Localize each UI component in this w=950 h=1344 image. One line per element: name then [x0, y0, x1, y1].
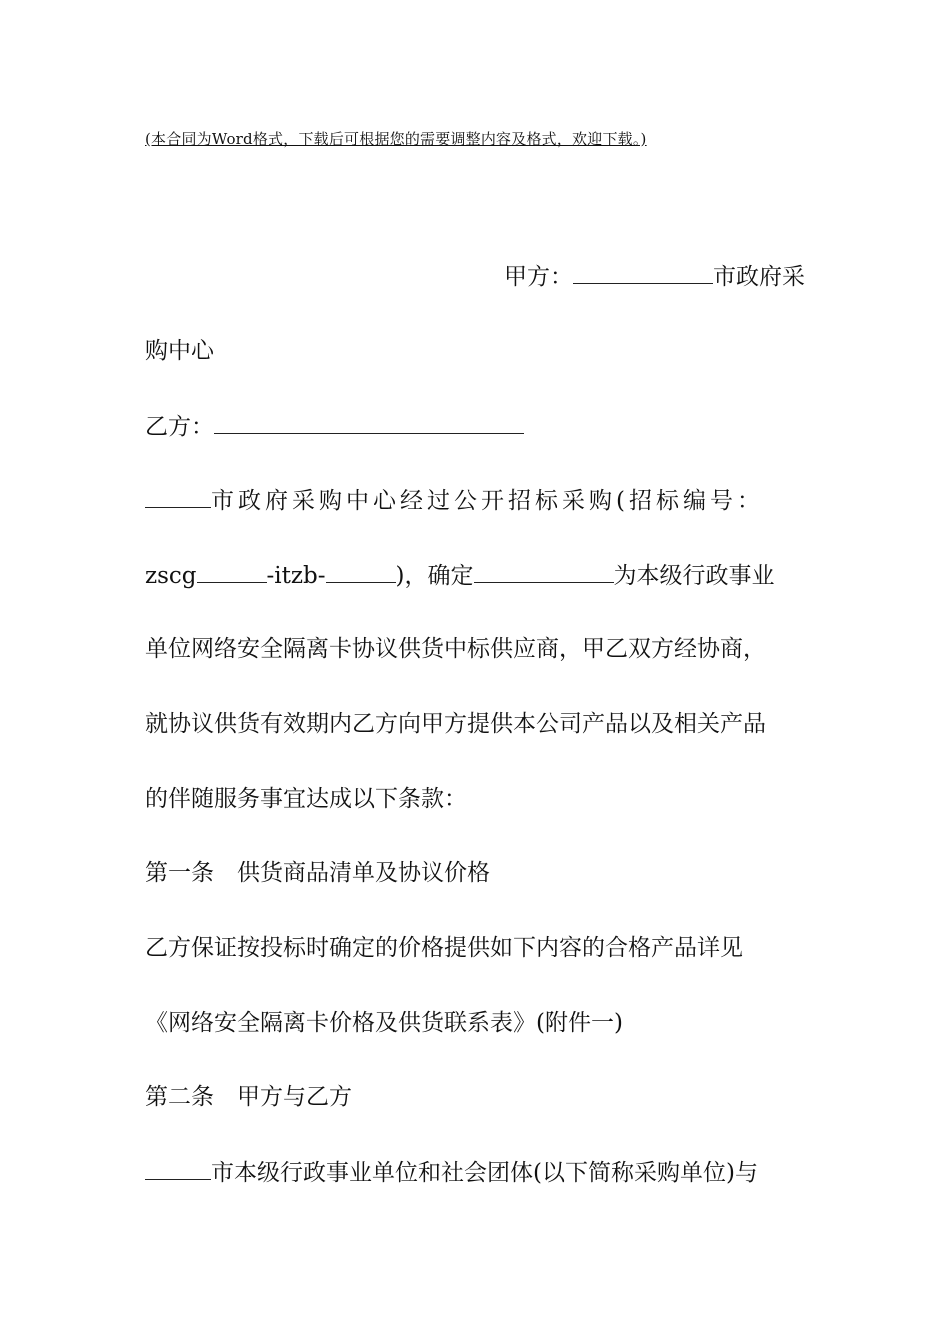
intro-line-2-end: 为本级行政事业 — [613, 563, 775, 589]
intro-line-3: 单位网络安全隔离卡协议供货中标供应商，甲乙双方经协商， — [145, 636, 766, 662]
article-2-title: 第二条 甲方与乙方 — [145, 1084, 352, 1110]
bid-number-blank-1 — [197, 560, 267, 583]
intro-line-2-after: )，确定 — [395, 563, 474, 589]
party-b-line — [145, 411, 524, 442]
party-b-label: 乙方： — [145, 414, 214, 440]
article-1-line-2: 《网络安全隔离卡价格及供货联系表》(附件一) — [145, 1010, 623, 1036]
intro-line-4: 就协议供货有效期内乙方向甲方提供本公司产品以及相关产品 — [145, 711, 766, 737]
party-a-blank — [573, 261, 713, 284]
supplier-blank — [474, 560, 614, 583]
party-a-continued: 购中心 — [145, 338, 214, 364]
bid-number-mid: -itzb- — [266, 563, 326, 589]
download-notice: (本合同为Word格式，下载后可根据您的需要调整内容及格式，欢迎下载。) — [145, 130, 647, 148]
party-a-line — [504, 261, 805, 292]
article-2-line-1-text: 市本级行政事业单位和社会团体(以下简称采购单位)与 — [211, 1160, 758, 1186]
intro-line-2 — [145, 560, 775, 591]
city-blank — [145, 485, 211, 508]
article-1-line-1: 乙方保证按投标时确定的价格提供如下内容的合格产品详见 — [145, 935, 743, 961]
article-2-city-blank — [145, 1157, 211, 1180]
intro-line-1 — [145, 485, 764, 516]
article-2-line-1 — [145, 1157, 758, 1188]
bid-number-prefix: zscg — [145, 563, 197, 589]
party-a-label: 甲方： — [504, 264, 573, 290]
article-1-title: 第一条 供货商品清单及协议价格 — [145, 860, 490, 886]
party-a-suffix: 市政府采 — [713, 264, 805, 290]
intro-line-5: 的伴随服务事宜达成以下条款： — [145, 786, 467, 812]
bid-number-blank-2 — [326, 560, 396, 583]
intro-line-1-text: 市政府采购中心经过公开招标采购(招标编号： — [211, 488, 764, 514]
party-b-blank — [214, 411, 524, 434]
